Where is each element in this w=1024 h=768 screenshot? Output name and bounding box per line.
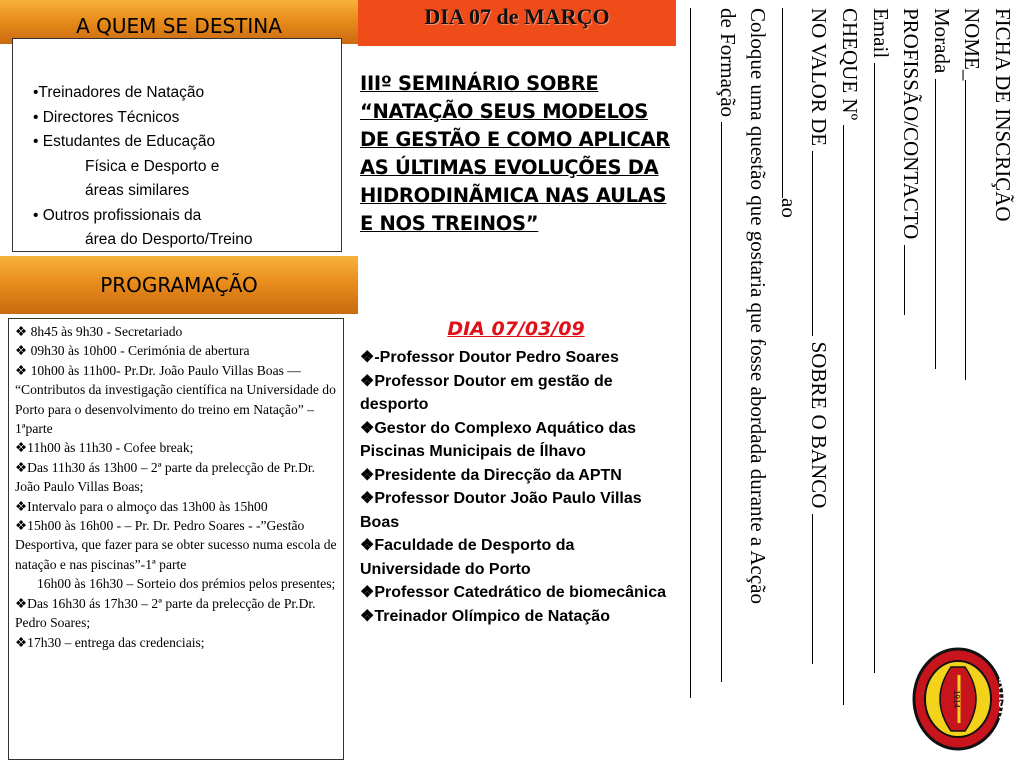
speaker-item: ❖Gestor do Complexo Aquático das Piscinas Municipais de Ílhavo (360, 419, 637, 460)
programa-item: ❖Das 11h30 ás 13h00 – 2ª parte da prelecção de Pr.Dr. João Paulo Villas Boas; (15, 459, 316, 495)
profissao-label: PROFISSÃO/CONTACTO (899, 8, 924, 240)
seminar-title: IIIº SEMINÁRIO SOBRE “NATAÇÃO SEUS MODELOS DE GESTÃO E COMO APLICAR AS ÚLTIMAS EVOLUÇÕES DA HIDRODINÃMICA NAS AULAS E NOS TREINOS” (360, 72, 670, 235)
logo-text: S.ARTISTICO (996, 660, 1010, 738)
ao-line (782, 8, 801, 198)
morada-line (935, 79, 954, 369)
valor-label: NO VALOR DE (807, 8, 832, 147)
ao-field[interactable] (773, 8, 804, 758)
cheque-field[interactable] (834, 8, 865, 758)
programa-list (8, 318, 344, 760)
cheque-label: CHEQUE Nº (838, 8, 863, 121)
questao-text-1: Coloque uma questão que gostaria que fosse abordada durante a Acção (746, 8, 771, 604)
banco-line (812, 514, 831, 664)
programa-item: ❖17h30 – entrega das credenciais; (15, 634, 205, 650)
speakers-list (360, 346, 672, 628)
programa-item: ❖ 10h00 às 11h00- Pr.Dr. João Paulo Villas Boas — “Contributos da investigação científica na Universidade do Porto para o desenvolvimento do treino em Natação” – 1ªparte (15, 362, 336, 437)
programa-item: ❖15h00 às 16h00 - – Pr. Dr. Pedro Soares - -”Gestão Desportiva, que fazer para se obter sucesso numa escola de natação e nas piscinas”-1ª parte (15, 518, 337, 572)
cheque-line (843, 125, 862, 705)
destina-item: Física e Desporto e (85, 157, 220, 175)
valor-field[interactable] (804, 8, 835, 758)
nome-label: NOME_ (960, 8, 985, 81)
programa-header-text: PROGRAMAÇÃO (100, 273, 258, 297)
programa-item: ❖ 09h30 às 10h00 - Cerimónia de abertura (15, 343, 250, 359)
programa-item: ❖Intervalo para o almoço das 13h00 às 15h00 (15, 498, 268, 514)
programa-item: 16h00 às 16h30 – Sorteio dos prémios pelos presentes; (37, 576, 336, 592)
programa-header (0, 256, 358, 314)
destina-item: • Estudantes de Educação (33, 133, 216, 150)
date-header-text: DIA 07 de MARÇO (424, 4, 610, 29)
date-header (358, 0, 676, 46)
programa-item: ❖ 8h45 às 9h30 - Secretariado (15, 324, 183, 339)
speaker-item: ❖Faculdade de Desporto da Universidade do Porto (360, 537, 575, 578)
speaker-item: ❖Presidente da Direcção da APTN (360, 466, 622, 484)
questao-line (721, 122, 740, 682)
destina-item: • Directores Técnicos (33, 108, 180, 126)
questao-line-extra (690, 8, 709, 698)
questao-text-2: de Formação (715, 8, 740, 118)
email-label: Email (868, 8, 893, 59)
programa-item: ❖Das 16h30 ás 17h30 – 2ª parte da prelecção de Pr.Dr. Pedro Soares; (15, 595, 316, 631)
speaker-item: ❖Professor Doutor João Paulo Villas Boas (360, 490, 642, 531)
form-title: FICHA DE INSCRIÇÃO (991, 8, 1015, 222)
email-line (874, 63, 893, 673)
profissao-line (904, 245, 923, 315)
destina-item: • Outros profissionais da (33, 206, 202, 224)
email-field[interactable] (865, 8, 896, 758)
club-logo (904, 640, 1012, 758)
questao-field-extra[interactable] (681, 8, 712, 758)
banco-label: SOBRE O BANCO (807, 341, 832, 509)
valor-line (812, 151, 831, 336)
destina-item: área do Desporto/Treino (85, 231, 253, 248)
logo-sub: 1914 (952, 690, 961, 708)
destina-item: áreas similares (85, 182, 190, 199)
questao-field[interactable] (712, 8, 743, 758)
morada-label: Morada (929, 8, 954, 74)
seminar-date: DIA 07/03/09 (447, 318, 585, 340)
nome-line (965, 80, 984, 380)
speaker-item: ❖Professor Doutor em gestão de desporto (360, 372, 613, 413)
destina-header-text: A QUEM SE DESTINA (76, 14, 282, 38)
speaker-item: ❖Professor Catedrático de biomecânica (360, 584, 666, 601)
destina-item: •Treinadores de Natação (33, 84, 205, 101)
programa-item: ❖11h00 às 11h30 - Cofee break; (15, 440, 194, 456)
speaker-item: ❖-Professor Doutor Pedro Soares (360, 349, 619, 366)
speaker-item: ❖Treinador Olímpico de Natação (360, 607, 610, 625)
ao-label: ao (776, 198, 801, 218)
destina-list (12, 38, 342, 252)
